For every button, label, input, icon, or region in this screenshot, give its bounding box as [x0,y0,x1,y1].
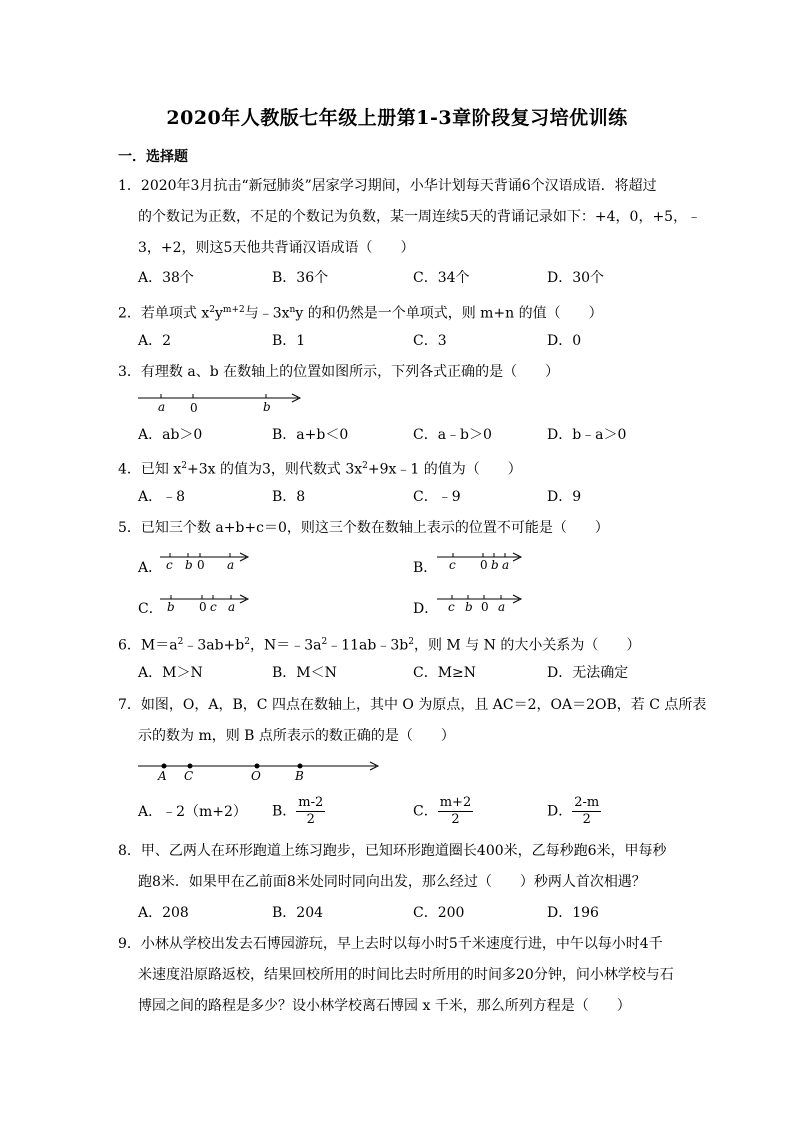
q7-label-O: O [251,769,261,783]
q4-sup-2: 2 [362,461,368,471]
q4-option-d: D．9 [547,489,582,505]
q6-text-c: ，N＝﹣3a [249,637,322,654]
q5b-label-b: b [491,558,499,572]
q3-line-1: 3．有理数 a、b 在数轴上的位置如图所示，下列各式正确的是（ ） [118,364,560,380]
q8-option-b: B．204 [272,905,324,921]
q6-text-d: ﹣11ab﹣3b [327,637,409,654]
q7-option-d [547,795,601,828]
q7-option-c [413,795,473,828]
q3-option-c: C．a﹣b＞0 [413,427,492,443]
q6-option-a: A．M＞N [138,665,203,681]
q5a-label-0: 0 [197,558,205,572]
q2-sup-3: n [289,305,296,315]
q5-number-line-c [160,592,255,618]
q7-line-1: 7．如图，O，A，B，C 四点在数轴上，其中 O 为原点，且 AC＝2，OA＝2OB，若 C 点所表 [118,697,707,713]
q5c-label-0: 0 [199,600,207,614]
q7-label-C: C [184,769,194,783]
q3-option-a: A．ab＞0 [138,427,203,443]
q5a-label-c: c [166,558,173,572]
q5b-label-0: 0 [480,558,488,572]
q7-option-c-label: C． [413,803,438,820]
q6-option-b: B．M＜N [272,665,337,681]
q5b-label-a: a [502,558,510,572]
q5c-label-a: a [228,600,236,614]
q6-line-1 [118,633,640,655]
q2-option-b: B．1 [272,333,306,349]
q5-number-line-a [160,550,255,576]
q6-sup-2: 2 [244,637,250,647]
q6-text-b: ﹣3ab+b [183,637,245,654]
q1-option-c: C．34个 [413,270,470,286]
section-heading: 一．选择题 [118,149,188,165]
q2-option-c: C．3 [413,333,447,349]
q2-text-pre: 2．若单项式 x [118,305,210,322]
q2-text-post2: y 的和仍然是一个单项式，则 m+n 的值（ ） [295,305,603,322]
q7-option-b [272,795,325,828]
q8-option-a: A．208 [138,905,189,921]
q7-option-d-label: D． [547,803,573,820]
q4-option-b: B．8 [272,489,306,505]
q5c-label-b: b [167,600,175,614]
q7-b-numerator: m-2 [298,795,324,810]
q1-line-3: 3，+2，则这5天他共背诵汉语成语（ ） [138,240,415,256]
q5-number-line-b [437,550,527,576]
q4-text-pre: 4．已知 x [118,461,182,478]
q1-line-2: 的个数记为正数，不足的个数记为负数，某一周连续5天的背诵记录如下：+4，0，+5，﹣ [138,209,702,225]
q6-option-d: D．无法确定 [547,665,629,681]
q6-sup-1: 2 [177,637,184,647]
q7-label-B: B [295,769,304,783]
q3-option-b: B．a+b＜0 [272,427,349,443]
q8-line-1: 8．甲、乙两人在环形跑道上练习跑步，已知环形跑道圈长400米，乙每秒跑6米，甲每秒 [118,843,667,859]
q2-text-mid: y [215,305,223,322]
q2-option-d: D．0 [547,333,582,349]
q7-c-denominator: 2 [451,812,460,827]
q6-sup-4: 2 [408,637,414,647]
q7-d-denominator: 2 [582,812,591,827]
q4-sup-1: 2 [181,461,187,471]
q2-text-post: 与﹣3x [244,305,290,322]
q7-b-denominator: 2 [306,812,315,827]
q3-option-d: D．b﹣a＞0 [547,427,627,443]
q9-line-2: 米速度沿原路返校，结果回校所用的时间比去时所用的时间多20分钟，问小林学校与石 [138,967,674,983]
q7-label-A: A [158,769,167,783]
q7-d-numerator: 2-m [574,795,600,810]
page-title: 2020年人教版七年级上册第1-3章阶段复习培优训练 [166,107,628,129]
q7-option-b-fraction [296,795,325,828]
q5b-label-c: c [449,558,456,572]
q5-number-line-d [437,592,527,618]
q7-option-d-fraction [572,795,601,828]
q4-text-post: +9x﹣1 的值为（ ） [367,461,522,478]
q4-option-c: C．﹣9 [413,489,461,505]
q2-sup-2: m+2 [222,305,245,315]
q7-option-b-label: B． [272,803,297,820]
q7-number-line [138,758,388,784]
q5d-label-0: 0 [481,600,489,614]
q1-option-d: D．30个 [547,270,605,286]
q5d-label-c: c [448,600,455,614]
q7-c-numerator: m+2 [439,795,472,810]
q1-option-a: A．38个 [138,270,194,286]
q4-line-1 [118,457,522,479]
q8-option-c: C．200 [413,905,465,921]
q1-line-1: 1．2020年3月抗击“新冠肺炎”居家学习期间，小华计划每天背诵6个汉语成语．将超过 [118,178,657,194]
q2-option-a: A．2 [138,333,172,349]
q7-line-2: 示的数为 m，则 B 点所表示的数正确的是（ ） [138,728,455,744]
q5-line-1: 5．已知三个数 a+b+c＝0，则这三个数在数轴上表示的位置不可能是（ ） [118,520,609,536]
q5c-label-c: c [210,600,217,614]
q3-number-line [138,390,308,416]
q3-axis-label-a: a [158,400,166,414]
q6-text-a: 6．M＝a [118,637,178,654]
q5-option-a: A． [138,560,163,576]
q8-option-d: D．196 [547,905,599,921]
q3-axis-label-b: b [263,400,271,414]
q5-option-b: B． [413,560,438,576]
q7-option-c-fraction [438,795,474,828]
q5a-label-b: b [185,558,193,572]
q3-axis-label-0: 0 [190,401,198,415]
q4-text-mid: +3x 的值为3，则代数式 3x [187,461,363,478]
q6-option-c: C．M≥N [413,665,477,681]
q5d-label-a: a [498,600,506,614]
q2-line-1 [118,301,603,323]
q2-sup-1: 2 [209,305,215,315]
q5-option-d: D． [413,601,439,617]
q4-option-a: A．﹣8 [138,489,186,505]
q8-line-2: 跑8米．如果甲在乙前面8米处同时同向出发，那么经过（ ）秒两人首次相遇？ [138,874,646,890]
q6-sup-3: 2 [321,637,328,647]
q5a-label-a: a [227,558,235,572]
q9-line-1: 9．小林从学校出发去石博园游玩，早上去时以每小时5千米速度行进，中午以每小时4千 [118,936,663,952]
q7-option-a: A．﹣2（m+2） [138,804,247,820]
q5-option-c: C． [138,601,163,617]
q9-line-3: 博园之间的路程是多少？设小林学校离石博园 x 千米，那么所列方程是（ ） [138,998,631,1014]
q6-text-e: ，则 M 与 N 的大小关系为（ ） [413,637,641,654]
q1-option-b: B．36个 [272,270,329,286]
q5d-label-b: b [465,600,473,614]
